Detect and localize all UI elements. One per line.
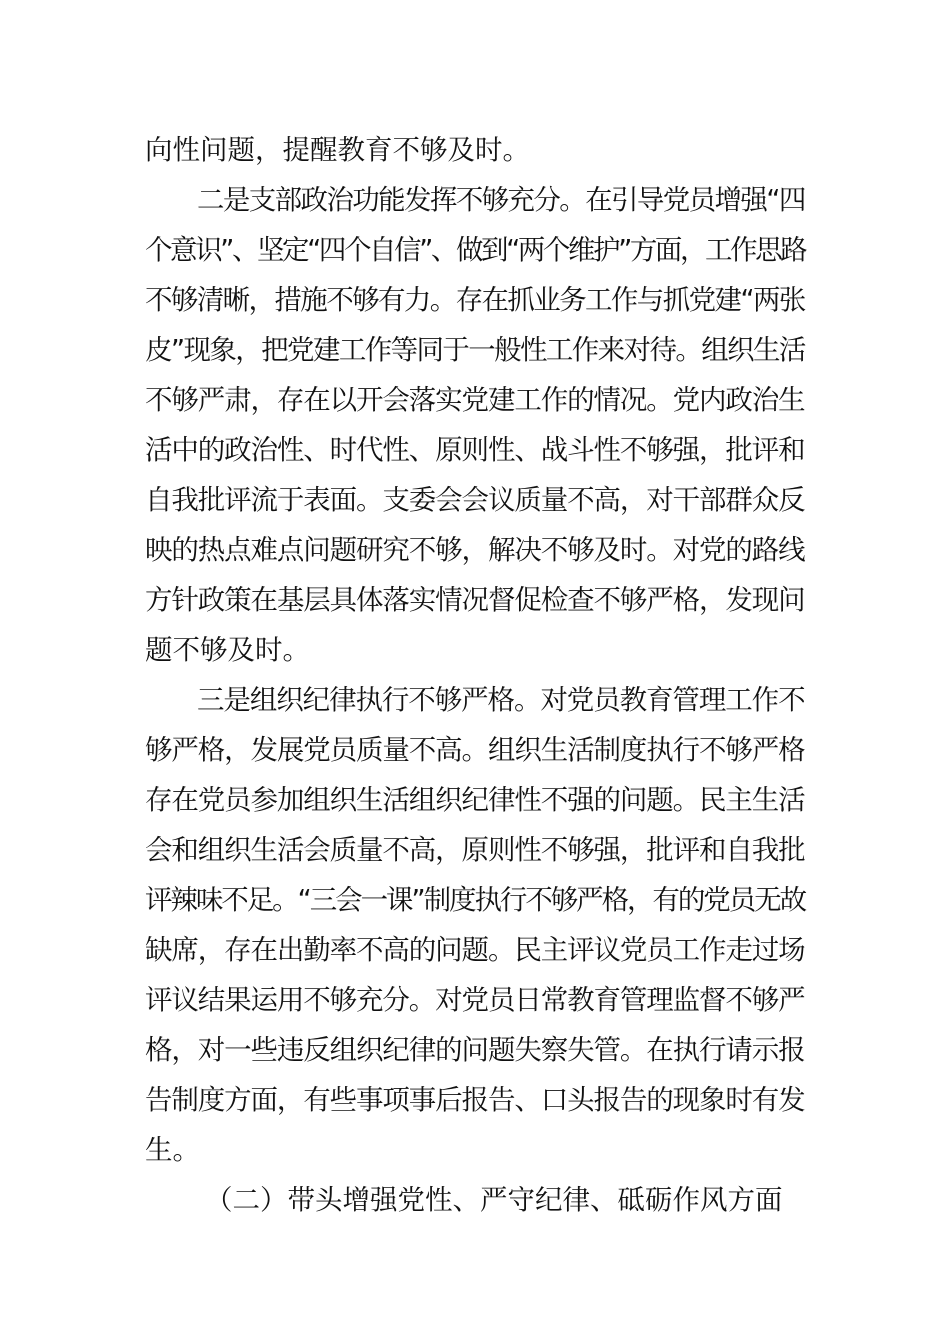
paragraph-line: 存在党员参加组织生活组织纪律性不强的问题。民主生活	[145, 784, 805, 816]
paragraph-line: 不够严肃，存在以开会落实党建工作的情况。党内政治生	[145, 384, 805, 416]
paragraph-line: 够严格，发展党员质量不高。组织生活制度执行不够严格	[145, 734, 805, 766]
paragraph-line: 评议结果运用不够充分。对党员日常教育管理监督不够严	[145, 984, 805, 1016]
paragraph-line: 向性问题，提醒教育不够及时。	[145, 134, 530, 166]
paragraph-line: 生。	[145, 1134, 200, 1166]
paragraph-line: 活中的政治性、时代性、原则性、战斗性不够强，批评和	[145, 434, 805, 466]
paragraph-line: 二是支部政治功能发挥不够充分。在引导党员增强“四	[197, 184, 805, 216]
paragraph-line: 个意识”、坚定“四个自信”、做到“两个维护”方面，工作思路	[145, 234, 806, 266]
paragraph-line: 不够清晰，措施不够有力。存在抓业务工作与抓党建“两张	[145, 284, 805, 316]
paragraph-line: 缺席，存在出勤率不高的问题。民主评议党员工作走过场	[145, 934, 805, 966]
paragraph-line: 方针政策在基层具体落实情况督促检查不够严格，发现问	[145, 584, 805, 616]
paragraph-line: 皮”现象，把党建工作等同于一般性工作来对待。组织生活	[145, 334, 805, 366]
paragraph-line: 告制度方面，有些事项事后报告、口头报告的现象时有发	[145, 1084, 805, 1116]
paragraph-line: 格，对一些违反组织纪律的问题失察失管。在执行请示报	[145, 1034, 805, 1066]
paragraph-line: 三是组织纪律执行不够严格。对党员教育管理工作不	[197, 684, 805, 716]
paragraph-line: 评辣味不足。“三会一课”制度执行不够严格，有的党员无故	[145, 884, 805, 916]
section-heading: （二）带头增强党性、严守纪律、砥砺作风方面	[205, 1184, 783, 1216]
paragraph-line: 映的热点难点问题研究不够，解决不够及时。对党的路线	[145, 534, 805, 566]
paragraph-line: 题不够及时。	[145, 634, 310, 666]
paragraph-line: 会和组织生活会质量不高，原则性不够强，批评和自我批	[145, 834, 805, 866]
paragraph-line: 自我批评流于表面。支委会会议质量不高，对干部群众反	[145, 484, 805, 516]
